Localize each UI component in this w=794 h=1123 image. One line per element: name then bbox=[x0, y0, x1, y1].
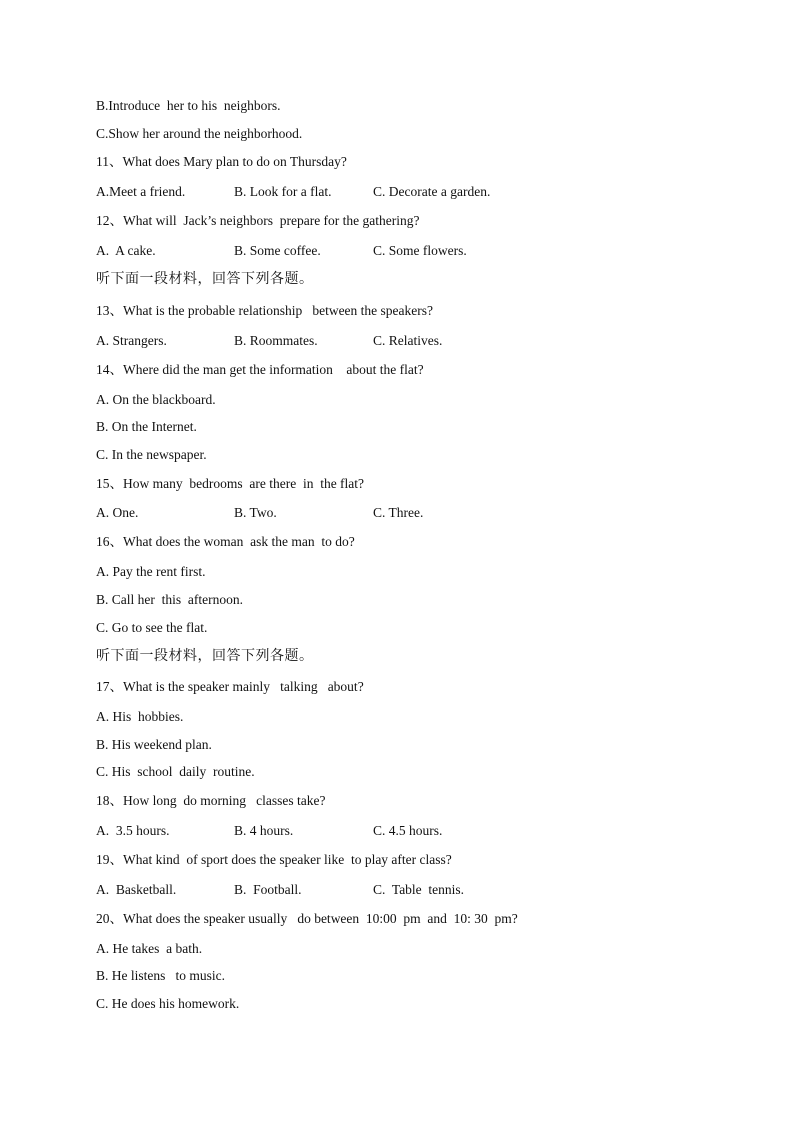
answer-option: B. Some coffee. bbox=[234, 243, 321, 258]
answer-option: B. Football. bbox=[234, 882, 302, 897]
text-line: B. On the Internet. bbox=[96, 419, 197, 434]
answer-option: A. Basketball. bbox=[96, 882, 177, 897]
answer-option: C. Relatives. bbox=[373, 333, 443, 348]
answer-option: C. Table tennis. bbox=[373, 882, 465, 897]
text-line: C. His school daily routine. bbox=[96, 764, 255, 779]
text-line: 19、What kind of sport does the speaker like to play after class? bbox=[96, 852, 452, 867]
text-line: 16、What does the woman ask the man to do? bbox=[96, 534, 355, 549]
text-line: B. He listens to music. bbox=[96, 968, 225, 983]
answer-option: C. Three. bbox=[373, 505, 424, 520]
answer-option: B. Two. bbox=[234, 505, 277, 520]
answer-option: A. One. bbox=[96, 505, 139, 520]
text-line: C.Show her around the neighborhood. bbox=[96, 126, 303, 141]
answer-option: B. Look for a flat. bbox=[234, 184, 332, 199]
section-heading: 听下面一段材料，回答下列各题。 bbox=[96, 648, 314, 664]
answer-option: C. Some flowers. bbox=[373, 243, 467, 258]
text-line: C. In the newspaper. bbox=[96, 447, 207, 462]
text-line: C. He does his homework. bbox=[96, 996, 240, 1011]
text-line: A. On the blackboard. bbox=[96, 392, 216, 407]
answer-option: C. 4.5 hours. bbox=[373, 823, 443, 838]
text-line: 15、How many bedrooms are there in the flat? bbox=[96, 476, 365, 491]
answer-option: C. Decorate a garden. bbox=[373, 184, 491, 199]
section-heading: 听下面一段材料，回答下列各题。 bbox=[96, 271, 314, 287]
text-line: 13、What is the probable relationship between the speakers? bbox=[96, 303, 434, 318]
text-line: B. Call her this afternoon. bbox=[96, 592, 243, 607]
text-line: 20、What does the speaker usually do between 10:00 pm and 10: 30 pm? bbox=[96, 911, 518, 926]
text-line: A. Pay the rent first. bbox=[96, 564, 206, 579]
answer-option: B. Roommates. bbox=[234, 333, 318, 348]
answer-option: B. 4 hours. bbox=[234, 823, 294, 838]
text-line: 12、What will Jack’s neighbors prepare for the gathering? bbox=[96, 213, 420, 228]
answer-option: A. Strangers. bbox=[96, 333, 167, 348]
text-line: A. His hobbies. bbox=[96, 709, 184, 724]
text-line: 14、Where did the man get the information about the flat? bbox=[96, 362, 424, 377]
text-line: B.Introduce her to his neighbors. bbox=[96, 98, 281, 113]
text-line: 18、How long do morning classes take? bbox=[96, 793, 326, 808]
answer-option: A.Meet a friend. bbox=[96, 184, 186, 199]
text-line: B. His weekend plan. bbox=[96, 737, 212, 752]
text-line: 17、What is the speaker mainly talking about? bbox=[96, 679, 364, 694]
answer-option: A. 3.5 hours. bbox=[96, 823, 170, 838]
answer-option: A. A cake. bbox=[96, 243, 156, 258]
text-line: C. Go to see the flat. bbox=[96, 620, 208, 635]
text-line: 11、What does Mary plan to do on Thursday? bbox=[96, 154, 347, 169]
text-line: A. He takes a bath. bbox=[96, 941, 203, 956]
